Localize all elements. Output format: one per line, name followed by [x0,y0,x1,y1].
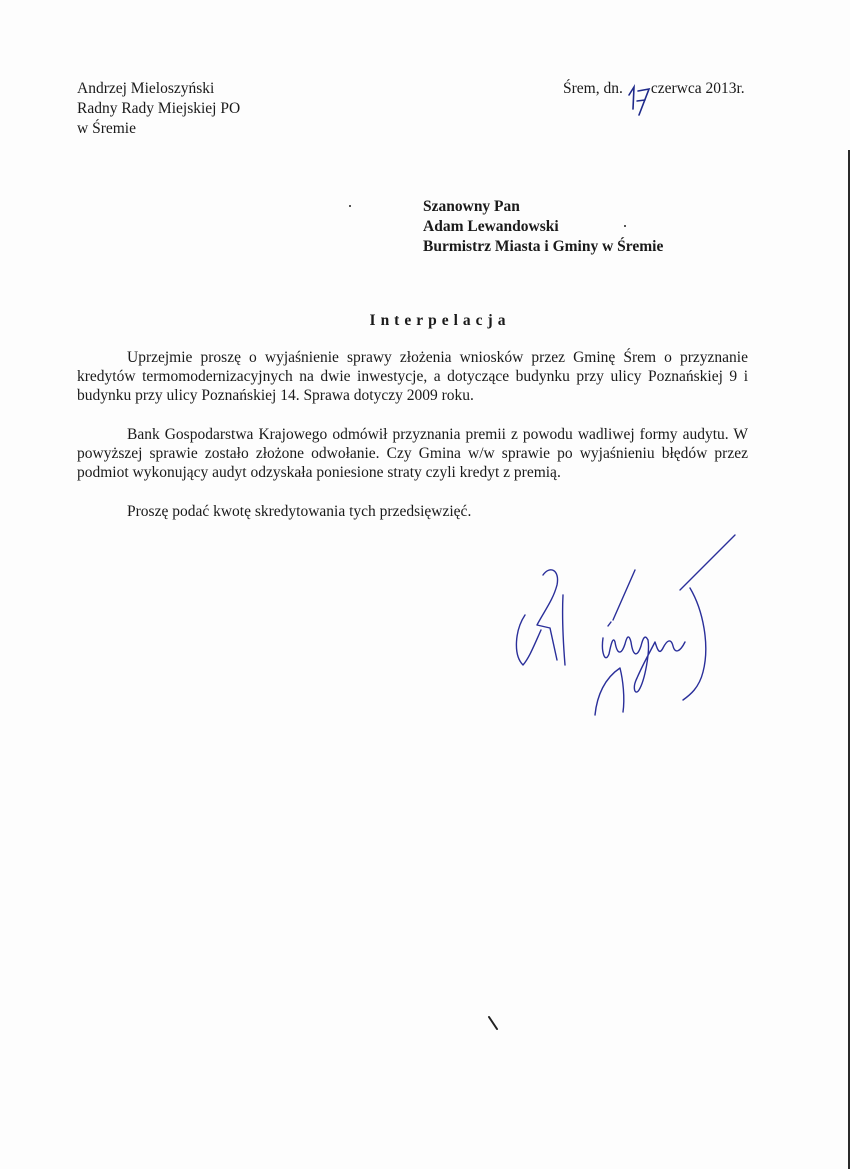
scan-mark-icon [487,1015,499,1031]
recipient-salutation: Szanowny Pan [423,198,520,215]
handwritten-signature [505,530,745,725]
handwritten-day-icon [625,79,655,119]
date-suffix: czerwca 2013r. [650,80,745,97]
paragraph-2: Bank Gospodarstwa Krajowego odmówił przyznania premii z powodu wadliwej formy audytu. W powyższej sprawie zostało złożone odwołanie. Czy Gmina w/w sprawie po wyjaśnieniu błędów przez podmiot wykonujący audyt odzyskała poniesione straty czyli kredyt z premią. [77,426,748,481]
recipient-block [423,197,663,257]
date-prefix: Śrem, dn. [563,80,623,97]
date-line [563,79,745,99]
sender-name: Andrzej Mieloszyński [77,80,215,97]
letter-body [77,348,748,541]
recipient-title: Burmistrz Miasta i Gminy w Śremie [423,238,664,255]
sender-block [77,79,240,139]
letter-heading: Interpelacja [369,312,511,329]
paragraph-3: Proszę podać kwotę skredytowania tych przedsięwzięć. [127,503,472,520]
recipient-name: Adam Lewandowski [423,218,559,235]
sender-location: w Śremie [77,120,136,137]
sender-position: Radny Rady Miejskiej PO [77,100,241,117]
paragraph-1: Uprzejmie proszę o wyjaśnienie sprawy złożenia wniosków przez Gminę Śrem o przyznanie kredytów termomodernizacyjnych na dwie inwestycje, a dotyczące budynku przy ulicy Poznańskiej 9 i budynku przy ulicy Poznańskiej 14. Sprawa dotyczy 2009 roku. [77,349,748,404]
scan-speck [349,205,351,207]
